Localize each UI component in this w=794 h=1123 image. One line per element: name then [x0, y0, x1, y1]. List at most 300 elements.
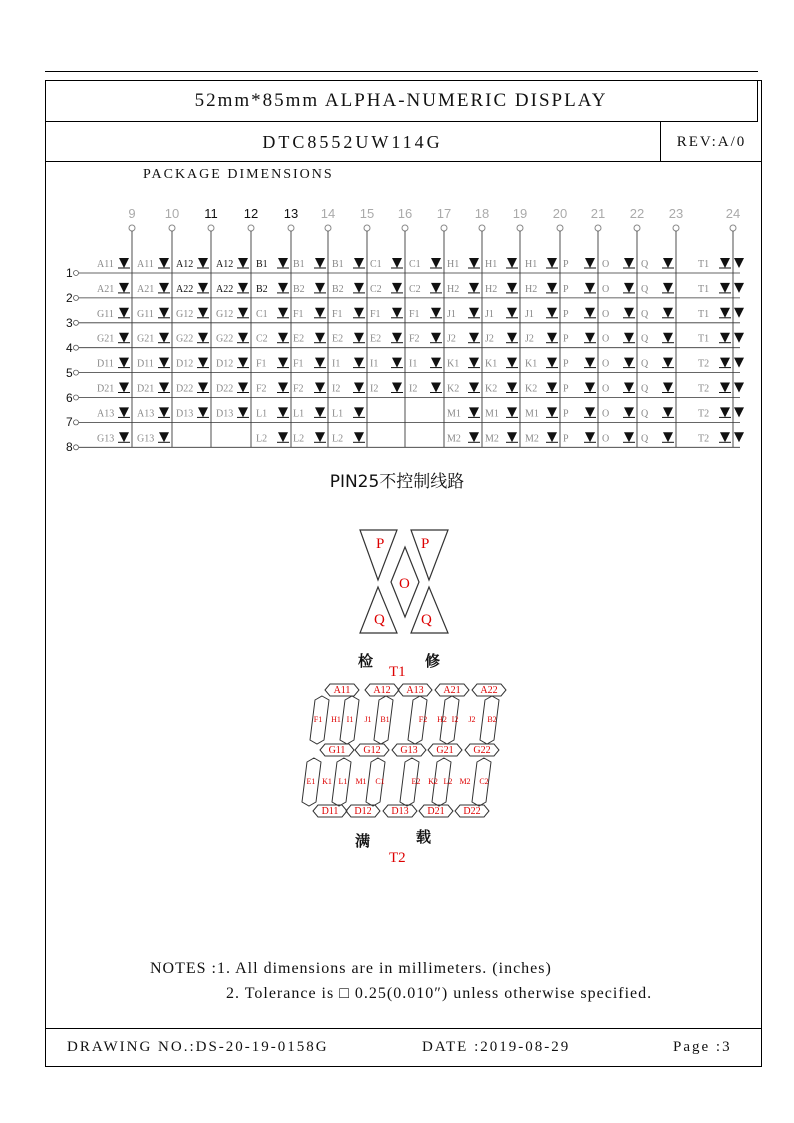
led-label: I2 — [332, 383, 341, 395]
led-label: D12 — [176, 358, 194, 370]
led-label: O — [602, 333, 610, 345]
document-title: 52mm*85mm ALPHA-NUMERIC DISPLAY — [45, 80, 758, 122]
led-label: I2 — [409, 383, 418, 395]
diode-symbol — [198, 333, 208, 343]
pin-label: 14 — [320, 206, 336, 221]
led-label: H1 — [485, 259, 498, 270]
pin-label: 12 — [243, 206, 259, 221]
led-label: L2 — [332, 433, 344, 445]
pin-circle — [730, 225, 736, 231]
diode-symbol — [354, 407, 364, 417]
pin-label: 23 — [668, 206, 684, 221]
led-label: B2 — [293, 283, 305, 295]
pin-circle — [517, 225, 523, 231]
diode-symbol — [119, 407, 129, 417]
diode-symbol — [278, 258, 288, 268]
segment-label: G22 — [473, 745, 491, 756]
led-label: F1 — [370, 308, 381, 320]
pin-label: 21 — [590, 206, 606, 221]
pin-circle — [479, 225, 485, 231]
segment-label: G11 — [328, 745, 346, 756]
diode-symbol — [507, 258, 517, 268]
led-label: M2 — [485, 433, 499, 445]
diode-symbol — [431, 333, 441, 343]
diode-symbol — [198, 283, 208, 293]
diode-symbol — [547, 383, 557, 393]
diode-symbol — [469, 283, 479, 293]
diode-symbol — [238, 358, 248, 368]
segment-label: F1 — [313, 715, 323, 724]
pin-label: 15 — [359, 206, 375, 221]
segment-label: F2 — [418, 715, 428, 724]
diode-symbol — [585, 383, 595, 393]
led-label: A21 — [137, 283, 155, 295]
diode-symbol — [734, 383, 744, 393]
diode-symbol — [585, 432, 595, 442]
diode-symbol — [469, 333, 479, 343]
diode-symbol — [720, 407, 730, 417]
row-terminal — [74, 295, 79, 300]
diode-symbol — [198, 308, 208, 318]
diode-symbol — [278, 383, 288, 393]
diode-symbol — [585, 258, 595, 268]
row-label: 5 — [66, 365, 73, 380]
row-terminal — [74, 320, 79, 325]
segment-label: E1 — [306, 777, 316, 786]
segment-label: A12 — [373, 685, 391, 696]
led-label: C1 — [256, 308, 268, 320]
diode-symbol — [734, 333, 744, 343]
segment-label: J1 — [364, 715, 372, 724]
diode-symbol — [624, 358, 634, 368]
diode-symbol — [734, 358, 744, 368]
diode-symbol — [159, 383, 169, 393]
led-label: M1 — [485, 408, 499, 420]
row-label: 6 — [66, 390, 73, 405]
diode-symbol — [119, 432, 129, 442]
led-label: F2 — [256, 383, 267, 395]
row-terminal — [74, 395, 79, 400]
diode-symbol — [734, 258, 744, 268]
notes-line-2: 2. Tolerance is □ 0.25(0.010″) unless otherwise specified. — [226, 985, 653, 1002]
diode-symbol — [315, 283, 325, 293]
led-label: H1 — [447, 259, 460, 270]
alphanumeric-segment-diagram — [295, 678, 510, 823]
pin-circle — [364, 225, 370, 231]
led-label: D21 — [97, 383, 115, 395]
led-label: P — [563, 408, 569, 420]
led-label: I1 — [332, 358, 341, 370]
led-label: K1 — [525, 358, 538, 370]
pin-circle — [129, 225, 135, 231]
segment-label: A21 — [443, 685, 461, 696]
segment-label: I1 — [346, 715, 354, 724]
led-label: K2 — [525, 383, 538, 395]
segment-label: L2 — [443, 777, 453, 786]
led-label: F1 — [332, 308, 343, 320]
led-label: L1 — [332, 408, 344, 420]
diode-symbol — [431, 308, 441, 318]
diode-symbol — [663, 258, 673, 268]
row-label: 4 — [66, 340, 73, 355]
diode-symbol — [663, 383, 673, 393]
diode-symbol — [547, 407, 557, 417]
led-label: H1 — [525, 259, 538, 270]
led-label: D13 — [176, 408, 194, 420]
diode-symbol — [507, 432, 517, 442]
led-label: J1 — [447, 308, 456, 320]
led-label: O — [602, 308, 610, 320]
segment-label: A13 — [406, 685, 424, 696]
diode-symbol — [238, 333, 248, 343]
led-label: I2 — [370, 383, 379, 395]
segment-label: M1 — [355, 777, 367, 786]
pin-circle — [557, 225, 563, 231]
diode-symbol — [469, 432, 479, 442]
diode-symbol — [734, 283, 744, 293]
top-rule — [45, 71, 758, 72]
diode-symbol — [198, 358, 208, 368]
led-label: B1 — [293, 259, 305, 270]
diode-symbol — [547, 283, 557, 293]
diode-symbol — [507, 333, 517, 343]
segment-label: B1 — [380, 715, 390, 724]
drawing-date: DATE :2019-08-29 — [422, 1039, 571, 1055]
diode-symbol — [198, 407, 208, 417]
notes-line-1: NOTES :1. All dimensions are in millimeters. (inches) — [150, 960, 552, 977]
led-label: A13 — [97, 408, 115, 420]
led-label: A12 — [216, 259, 234, 270]
row-terminal — [74, 445, 79, 450]
led-label: L2 — [293, 433, 305, 445]
led-label: H2 — [485, 283, 498, 295]
led-label: B1 — [332, 259, 344, 270]
led-label: P — [563, 383, 569, 395]
diode-symbol — [624, 432, 634, 442]
diode-symbol — [354, 333, 364, 343]
led-label: F1 — [293, 358, 304, 370]
segment-label: G12 — [363, 745, 381, 756]
pin-circle — [595, 225, 601, 231]
led-label: O — [602, 433, 610, 445]
diode-symbol — [119, 283, 129, 293]
led-label: O — [602, 259, 610, 270]
led-label: G11 — [137, 308, 154, 320]
led-label: G12 — [176, 308, 194, 320]
diode-symbol — [663, 308, 673, 318]
led-label: Q — [641, 433, 649, 445]
diode-symbol — [159, 258, 169, 268]
diode-symbol — [585, 308, 595, 318]
diode-symbol — [392, 383, 402, 393]
led-label: D12 — [216, 358, 234, 370]
diode-symbol — [431, 358, 441, 368]
diode-symbol — [663, 333, 673, 343]
pin-label: 24 — [725, 206, 741, 221]
led-label: A21 — [97, 283, 115, 295]
led-label: I1 — [409, 358, 418, 370]
led-label: Q — [641, 283, 649, 295]
pin-circle — [441, 225, 447, 231]
diode-symbol — [720, 258, 730, 268]
led-label: P — [563, 259, 569, 270]
diode-symbol — [469, 383, 479, 393]
diode-symbol — [469, 407, 479, 417]
pin-label: 10 — [164, 206, 180, 221]
led-label: E2 — [332, 333, 344, 345]
led-label: G22 — [176, 333, 194, 345]
diode-symbol — [469, 258, 479, 268]
diode-symbol — [315, 358, 325, 368]
diode-symbol — [238, 283, 248, 293]
led-label: G22 — [216, 333, 234, 345]
diode-symbol — [507, 407, 517, 417]
diode-symbol — [585, 283, 595, 293]
footer — [45, 1028, 762, 1067]
pin-label: 11 — [204, 206, 218, 221]
diode-symbol — [315, 407, 325, 417]
page-number: Page :3 — [673, 1039, 732, 1055]
diode-symbol — [431, 283, 441, 293]
pin25-note: PIN25不控制线路 — [329, 472, 465, 492]
led-label: F1 — [293, 308, 304, 320]
pin-label: 9 — [128, 206, 136, 221]
diode-symbol — [354, 308, 364, 318]
diode-symbol — [507, 283, 517, 293]
pin-circle — [402, 225, 408, 231]
pin-label: 19 — [512, 206, 528, 221]
diode-symbol — [431, 258, 441, 268]
diode-symbol — [119, 358, 129, 368]
segment-label: A11 — [333, 685, 351, 696]
label-t2: T2 — [389, 850, 406, 866]
row-terminal — [74, 370, 79, 375]
segment-label: I2 — [451, 715, 459, 724]
pin-label: 17 — [436, 206, 452, 221]
pin-circle — [208, 225, 214, 231]
row-label: 8 — [66, 440, 73, 455]
diode-symbol — [315, 432, 325, 442]
diode-symbol — [734, 432, 744, 442]
segment-label: C1 — [375, 777, 385, 786]
diode-symbol — [392, 308, 402, 318]
led-label: J1 — [525, 308, 534, 320]
led-label: I1 — [370, 358, 379, 370]
segment-label: D11 — [321, 806, 339, 817]
diode-symbol — [507, 358, 517, 368]
diode-symbol — [278, 333, 288, 343]
diode-symbol — [198, 383, 208, 393]
diode-symbol — [624, 308, 634, 318]
diode-symbol — [663, 432, 673, 442]
led-label: T2 — [698, 383, 710, 395]
indicator-o: O — [399, 576, 410, 592]
led-label: G12 — [216, 308, 234, 320]
led-label: T1 — [698, 333, 710, 345]
segment-label: K1 — [322, 777, 332, 786]
diode-symbol — [159, 407, 169, 417]
segment-label: M2 — [459, 777, 471, 786]
led-label: A11 — [137, 259, 154, 270]
segment-label: A22 — [480, 685, 498, 696]
segment-label: G13 — [400, 745, 418, 756]
label-jian: 检 — [358, 652, 374, 670]
led-label: L2 — [256, 433, 268, 445]
led-label: C2 — [256, 333, 268, 345]
diode-symbol — [238, 258, 248, 268]
led-label: A22 — [216, 283, 234, 295]
led-label: D21 — [137, 383, 155, 395]
diode-symbol — [624, 258, 634, 268]
indicator-p-left: P — [376, 536, 385, 552]
indicator-q-left: Q — [374, 612, 385, 628]
diode-symbol — [315, 258, 325, 268]
led-label: O — [602, 383, 610, 395]
led-label: C1 — [370, 259, 382, 270]
segment-label: B2 — [487, 715, 497, 724]
led-label: T1 — [698, 259, 710, 270]
segment-label: J2 — [468, 715, 476, 724]
diode-symbol — [159, 283, 169, 293]
led-label: F2 — [409, 333, 420, 345]
label-t1: T1 — [389, 664, 406, 680]
diode-symbol — [354, 432, 364, 442]
label-zai: 载 — [416, 828, 432, 846]
diode-symbol — [392, 258, 402, 268]
segment-label: D22 — [463, 806, 481, 817]
row-terminal — [74, 271, 79, 276]
diode-symbol — [585, 407, 595, 417]
diode-symbol — [278, 283, 288, 293]
diode-symbol — [624, 333, 634, 343]
diode-symbol — [315, 383, 325, 393]
led-label: C2 — [409, 283, 421, 295]
led-label: M2 — [525, 433, 539, 445]
label-xiu: 修 — [425, 652, 441, 670]
segment-label: D21 — [427, 806, 445, 817]
diode-symbol — [720, 283, 730, 293]
diode-symbol — [720, 383, 730, 393]
revision-box: REV:A/0 — [660, 122, 762, 162]
row-label: 7 — [66, 415, 73, 430]
led-label: M1 — [525, 408, 539, 420]
segment-label: C2 — [479, 777, 489, 786]
led-label: M1 — [447, 408, 461, 420]
diode-symbol — [159, 432, 169, 442]
row-label: 1 — [66, 266, 73, 280]
led-label: T2 — [698, 358, 710, 370]
diode-symbol — [119, 258, 129, 268]
led-matrix-diagram — [60, 220, 750, 460]
diode-symbol — [585, 358, 595, 368]
diode-symbol — [507, 308, 517, 318]
segment-label: D13 — [391, 806, 409, 817]
led-label: O — [602, 283, 610, 295]
led-label: Q — [641, 333, 649, 345]
pin-circle — [169, 225, 175, 231]
led-label: T2 — [698, 408, 710, 420]
diode-symbol — [547, 308, 557, 318]
diode-symbol — [392, 358, 402, 368]
segment-label: K2 — [428, 777, 438, 786]
led-label: G21 — [137, 333, 155, 345]
led-label: B2 — [256, 283, 268, 295]
diode-symbol — [119, 308, 129, 318]
led-label: T1 — [698, 283, 710, 295]
diode-symbol — [624, 407, 634, 417]
diode-symbol — [392, 283, 402, 293]
diode-symbol — [198, 258, 208, 268]
diode-symbol — [663, 358, 673, 368]
diode-symbol — [354, 258, 364, 268]
segment-label: D12 — [354, 806, 372, 817]
led-label: O — [602, 408, 610, 420]
diode-symbol — [720, 333, 730, 343]
led-label: F2 — [293, 383, 304, 395]
led-label: F1 — [256, 358, 267, 370]
diode-symbol — [238, 308, 248, 318]
diode-symbol — [354, 283, 364, 293]
drawing-number: DRAWING NO.:DS-20-19-0158G — [67, 1039, 329, 1055]
pin-circle — [673, 225, 679, 231]
led-label: P — [563, 283, 569, 295]
diode-symbol — [278, 308, 288, 318]
diode-symbol — [624, 283, 634, 293]
led-label: A13 — [137, 408, 155, 420]
diode-symbol — [547, 432, 557, 442]
pin-label: 16 — [397, 206, 413, 221]
segment-label: H1 — [331, 715, 341, 724]
pin-circle — [634, 225, 640, 231]
led-label: Q — [641, 308, 649, 320]
diode-symbol — [469, 308, 479, 318]
led-label: P — [563, 333, 569, 345]
diode-symbol — [663, 283, 673, 293]
led-label: K1 — [485, 358, 498, 370]
segment-label: L1 — [338, 777, 348, 786]
diode-symbol — [734, 308, 744, 318]
diode-symbol — [469, 358, 479, 368]
led-label: P — [563, 358, 569, 370]
led-label: Q — [641, 259, 649, 270]
indicator-q-right: Q — [421, 612, 432, 628]
diode-symbol — [720, 432, 730, 442]
led-label: G11 — [97, 308, 114, 320]
diode-symbol — [315, 308, 325, 318]
led-label: Q — [641, 383, 649, 395]
diode-symbol — [547, 358, 557, 368]
pin-label: 13 — [283, 206, 299, 221]
diode-symbol — [278, 358, 288, 368]
led-label: H2 — [447, 283, 460, 295]
diode-symbol — [431, 383, 441, 393]
diode-symbol — [159, 333, 169, 343]
led-label: P — [563, 433, 569, 445]
led-label: E2 — [370, 333, 382, 345]
led-label: J2 — [525, 333, 534, 345]
diode-symbol — [547, 333, 557, 343]
pin-label: 20 — [552, 206, 568, 221]
led-label: T2 — [698, 433, 710, 445]
led-label: A12 — [176, 259, 194, 270]
led-label: Q — [641, 408, 649, 420]
diode-symbol — [238, 407, 248, 417]
diode-symbol — [585, 333, 595, 343]
led-label: D11 — [137, 358, 154, 370]
diode-symbol — [663, 407, 673, 417]
diode-symbol — [119, 383, 129, 393]
diode-symbol — [278, 432, 288, 442]
